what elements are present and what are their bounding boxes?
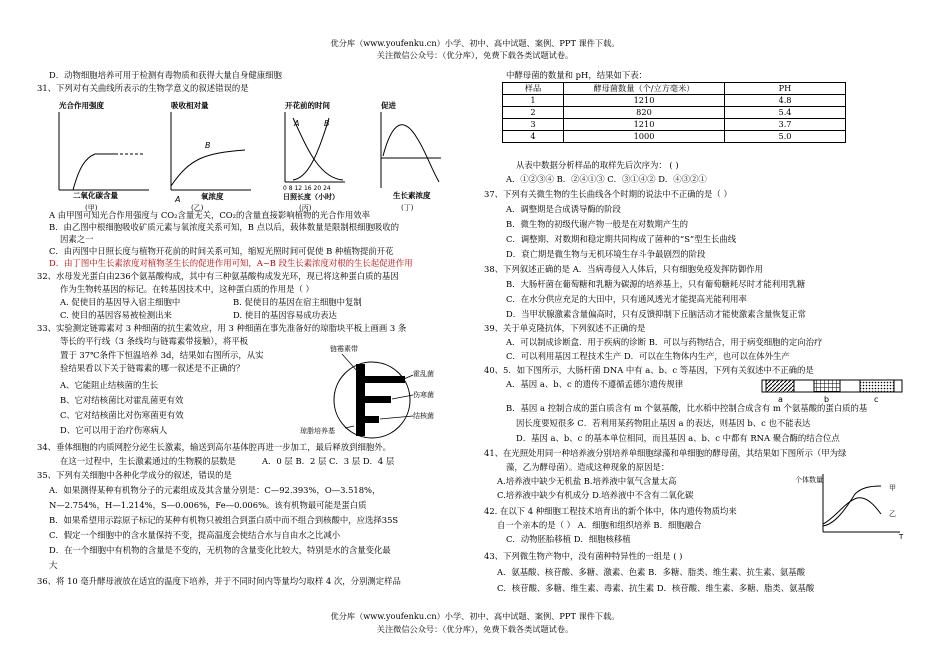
q36-stem-cont: 中酵母菌的数量和 pH，结果如下表：	[506, 70, 647, 80]
graph4-ylabel: 促进	[381, 101, 396, 110]
q39-options-ab: A．可以制成诊断盒．用于疾病的诊断 B．可以与药物结合，用于病变细胞的定向治疗	[506, 337, 823, 347]
q36-options: A．①②③④ B．②④①③ C．③①④② D．④③②①	[506, 174, 707, 184]
q34-stem: 34、垂体细胞的内质网腔分泌生长激素，输送到高尔基体腔再进一步加工，最后释放到细胞外。	[37, 442, 392, 452]
q35-option-b: B．如果希望用示踪原子标记的某种有机物只被组合到蛋白质中而不组合到核酸中，应选择35S	[49, 515, 399, 525]
table-header-row	[503, 83, 846, 95]
table-header: 酵母菌数量（个/立方毫米）	[564, 83, 725, 95]
q37-stem: 37、下列有关微生物的生长曲线各个时期的说法中不正确的是（ ）	[484, 189, 732, 199]
fig33-label-3: 结核菌	[413, 412, 434, 420]
q37-option-c: C．调整期、对数期和稳定期共同构成了菌种的“S”型生长曲线	[506, 234, 737, 244]
table-cell: 5.4	[725, 107, 846, 119]
q40-option-d: D．基因 a、b、c 的基本单位相同，而且基因 a、b、c 中都有 RNA 聚合酶的结合位点	[516, 433, 840, 443]
q33-option-c: C、它对结核菌比对伤寒菌更有效	[60, 410, 184, 420]
table-row	[503, 119, 846, 131]
table-cell: 820	[564, 107, 725, 119]
q32-stem: 32、水母发光蛋白由236个氨基酸构成，其中有三种氨基酸构成发光环，现已将这种蛋白质的基因	[37, 271, 399, 281]
graph4-caption: (丁)	[401, 204, 414, 212]
fig33-top-label: 链霉素带	[330, 345, 358, 353]
graph2-b: B	[205, 141, 211, 150]
q35-option-c: C．假定一个细胞中的含水量保持不变，提高温度会使结合水与自由水之比减小	[49, 530, 341, 540]
graph3-a: A	[294, 119, 300, 128]
table-header: 样品	[503, 83, 564, 95]
q33-option-d: D、它可以用于治疗伤寒病人	[60, 425, 168, 435]
graph3-ticks: 0 8 12 16 20 24	[283, 185, 331, 192]
table-cell: 4.8	[725, 95, 846, 107]
q37-option-b: B．微生物的初级代谢产物一般是在对数期产生的	[506, 219, 689, 229]
graph-jia	[59, 100, 149, 212]
graph2-a: A	[175, 195, 181, 204]
q31-option-d: D．由丁图中生长素浓度对植物茎生长的促进作用可知，A~B 段生长素浓度对根的生长起促进作用	[49, 258, 413, 268]
q37-option-a: A．调整期是合成诱导酶的阶段	[506, 204, 621, 214]
q32-option-b: B. 促使目的基因在宿主细胞中复制	[233, 297, 362, 307]
q33-option-a: A、它能阻止结核菌的生长	[60, 380, 159, 390]
q33-option-b: B、它对结核菌比对霍乱菌更有效	[60, 395, 184, 405]
q32-stem-cont: 作为生物转基因的标记。在转基因技术中，这种蛋白质的作用是（ ）	[60, 284, 314, 294]
q38-stem: 38、下列叙述正确的是 A．当病毒侵入人体后，只有细胞免疫发挥防御作用	[484, 264, 763, 274]
q43-options-ab: A．氨基酸、核苷酸、多糖、激素、色素 B．多糖、脂类、维生素、抗生素、氨基酸	[497, 567, 805, 577]
q41-stem: 41、在光照处用同一种培养液分别培养单细胞绿藻和单细胞的酵母菌，其结果如下图所示（甲为绿	[484, 448, 847, 458]
table-cell: 1000	[564, 131, 725, 143]
q43-options-cd: C．核苷酸、多糖、维生素、毒素、抗生素 D．核苷酸、维生素、多糖、脂类、氨基酸	[497, 583, 815, 593]
q31-option-b: B．由乙图中根细胞吸收矿质元素与氧浓度关系可知，B 点以后，载体数量是限制根细胞吸收的	[49, 222, 399, 232]
graph3-ylabel: 开花前的时间	[285, 101, 330, 110]
q42-options-ab: 自一个亲本的是（ ） A．细胞和组织培养 B．细胞融合	[497, 520, 702, 530]
q31-option-b-cont: 因素之一	[60, 234, 94, 244]
table-cell: 1210	[564, 95, 725, 107]
table-cell: 4	[503, 131, 564, 143]
q34-options: A．0 层 B．2 层 C．3 层 D．4 层	[262, 456, 395, 466]
q41-options-cd: C.培养液中缺少有机成分 D.培养液中不含有二氧化碳	[497, 490, 694, 500]
q34-stem-cont: 在这一过程中，生长激素通过的生物膜的层数是	[60, 456, 236, 466]
q32-option-d: D. 使目的基因容易成功表达	[233, 310, 337, 320]
q43-stem: 43、下列微生物产物中，没有菌种特异性的一组是 ( )	[484, 551, 683, 561]
q31-option-a: A 由甲图可知光合作用强度与 CO₂含量无关，CO₂的含量直接影响植物的光合作用效率	[49, 210, 371, 220]
q41-graph-jia: 甲	[889, 484, 896, 492]
q37-option-d: D．衰亡期是微生物与无机环境生存斗争最剧烈的阶段	[506, 249, 706, 259]
table-row	[503, 95, 846, 107]
graph-bing	[283, 100, 345, 212]
q40-dna-diagram	[760, 375, 910, 405]
q32-option-a: A. 促使目的基因导入宿主细胞中	[60, 297, 181, 307]
q41-graph-x: T	[899, 533, 904, 540]
q40-option-b: B．基因 a 控制合成的蛋白质含有 m 个氨基酸，比水稻中控制合成含有 m 个氨基酸的蛋白质的基	[506, 403, 868, 413]
q30-option-d: D．动物细胞培养可用于检测有毒物质和获得大量自身健康细胞	[49, 70, 282, 80]
q40-stem: 40、5．如下图所示，大肠杆菌 DNA 中有 a、b、c 等基因，下列有关叙述中不正确的是	[484, 365, 814, 375]
header-line-1: 优分库（www.youfenku.cn）小学、初中、高中试题、案例、PPT 课件下载。	[330, 38, 620, 48]
q41-graph-yi: 乙	[889, 510, 896, 518]
graph2-caption: (乙)	[191, 204, 204, 212]
q41-options-ab: A.培养液中缺少无机盐 B.培养液中氧气含量太高	[497, 476, 677, 486]
yeast-table	[502, 82, 846, 143]
graph2-ylabel: 吸收相对量	[171, 101, 209, 110]
q36-question: 从表中数据分析样品的取样先后次序为： ( )	[516, 160, 679, 170]
q41-graph	[795, 470, 910, 540]
fig33-label-agar: 琼脂培养基	[300, 427, 335, 435]
footer-line-1: 优分库（www.youfenku.cn）小学、初中、高中试题、案例、PPT 课件下载。	[330, 611, 620, 621]
dna-label-c: c	[874, 395, 879, 404]
q33-stem-4: 验结果看以下关于链霉素的哪一叙述是不正确的？	[60, 363, 245, 373]
graph3-caption: (丙)	[299, 204, 312, 212]
q41-stem-cont: 藻，乙为酵母菌）。造成这种现象的原因是：	[506, 462, 670, 472]
q33-petri-figure	[300, 342, 440, 442]
q31-option-c: C．由丙图中日照长度与植物开花前的时间关系可知，缩短光照时间可促使 B 种植物提前开花	[49, 246, 394, 256]
q40-option-bc: 因长度要短很多 C．若利用某药物阻止基因 a 的表达，则基因 b、c 也不能表达	[516, 418, 811, 428]
q38-option-d: D．当甲状腺激素含量偏高时，只有反馈抑制下丘脑活动才能使激素含量恢复正常	[506, 309, 806, 319]
q42-stem: 42. 在以下 4 种细胞工程技术培育出的新个体中，体内遗传物质均来	[484, 506, 737, 516]
graph1-caption: (甲)	[85, 204, 98, 212]
fig33-label-1: 霍乱菌	[413, 370, 434, 378]
graph1-xlabel: 二氧化碳含量	[73, 191, 118, 200]
q31-stem: 31、下列对有关曲线所表示的生物学意义的叙述错误的是	[37, 83, 249, 93]
table-row	[503, 107, 846, 119]
table-cell: 3	[503, 119, 564, 131]
dna-label-a: a	[778, 395, 783, 404]
q39-options-cd: C．可以利用基因工程技术生产 D．可以在生物体内生产，也可以在体外生产	[506, 351, 790, 361]
q31-graphs	[45, 98, 445, 214]
table-cell: 3.7	[725, 119, 846, 131]
table-cell: 1210	[564, 119, 725, 131]
q33-stem-3: 置于 37℃条件下恒温培养 3d，结果如右图所示，从实	[60, 350, 264, 360]
table-header: PH	[725, 83, 846, 95]
header-line-2: 关注微信公众号：（优分库），免费下载各类试题试卷。	[376, 50, 574, 60]
q39-stem: 39、关于单克隆抗体，下列叙述不正确的是	[484, 323, 646, 333]
q35-stem: 35、下列有关细胞中各种化学成分的叙述，错误的是	[37, 470, 232, 480]
footer-line-2: 关注微信公众号：（优分库），免费下载各类试题试卷。	[376, 624, 574, 634]
q38-option-b: B．大肠杆菌在葡萄糖和乳糖为碳源的培养基上，只有葡萄糖耗尽时才能利用乳糖	[506, 279, 806, 289]
table-cell: 2	[503, 107, 564, 119]
table-cell: 5.0	[725, 131, 846, 143]
q42-options-cd: C．动物胚胎移植 D．细胞核移植	[506, 534, 631, 544]
graph-yi	[171, 100, 251, 212]
q33-stem: 33、实验测定链霉素对 3 种细菌的抗生素效应，用 3 种细菌在事先准备好的琼脂块平板上画画 3 条	[37, 323, 407, 333]
graph4-xlabel: 生长素浓度	[393, 191, 431, 200]
table-row	[503, 131, 846, 143]
q35-option-d: D．在一个细胞中有机物的含量是不变的，无机物的含量变化比较大，特别是水的含量变化最	[49, 545, 391, 555]
table-cell: 1	[503, 95, 564, 107]
fig33-label-2: 伤寒菌	[413, 391, 434, 399]
q32-option-c: C. 使目的基因容易被检测出来	[60, 310, 172, 320]
graph-ding	[381, 100, 441, 212]
graph3-xlabel: 日照长度（小时）	[283, 193, 339, 201]
dna-label-b: b	[824, 395, 830, 404]
q40-option-a: A．基因 a、b、c 的遗传不遵循孟德尔遗传规律	[506, 379, 684, 389]
q38-option-c: C．在水分供应充足的大田中，只有通风透光才能提高光能利用率	[506, 294, 747, 304]
graph3-b: B	[324, 119, 330, 128]
graph1-ylabel: 光合作用强度	[59, 101, 104, 110]
q33-stem-2: 等长的平行线（3 条线均与链霉素带接触），将平板	[60, 336, 249, 346]
q41-graph-ylabel-1: 个体数量	[795, 476, 823, 484]
q35-option-a: A．如果测得某种有机物分子的元素组成及其含量分别是：C—92.393%，O—3.518%，	[49, 485, 381, 495]
q35-option-d-cont: 大	[49, 560, 58, 570]
q36-stem: 36、将 10 毫升酵母液放在适宜的温度下培养，并于不同时间内等量均匀取样 4 次，分别测定样品	[37, 576, 401, 586]
q35-option-a-cont: N—2.754%，H—1.214%，S—0.006%，Fe—0.006%。该有机物最可能是蛋白质	[49, 500, 367, 510]
graph2-xlabel: 氧浓度	[201, 192, 224, 201]
